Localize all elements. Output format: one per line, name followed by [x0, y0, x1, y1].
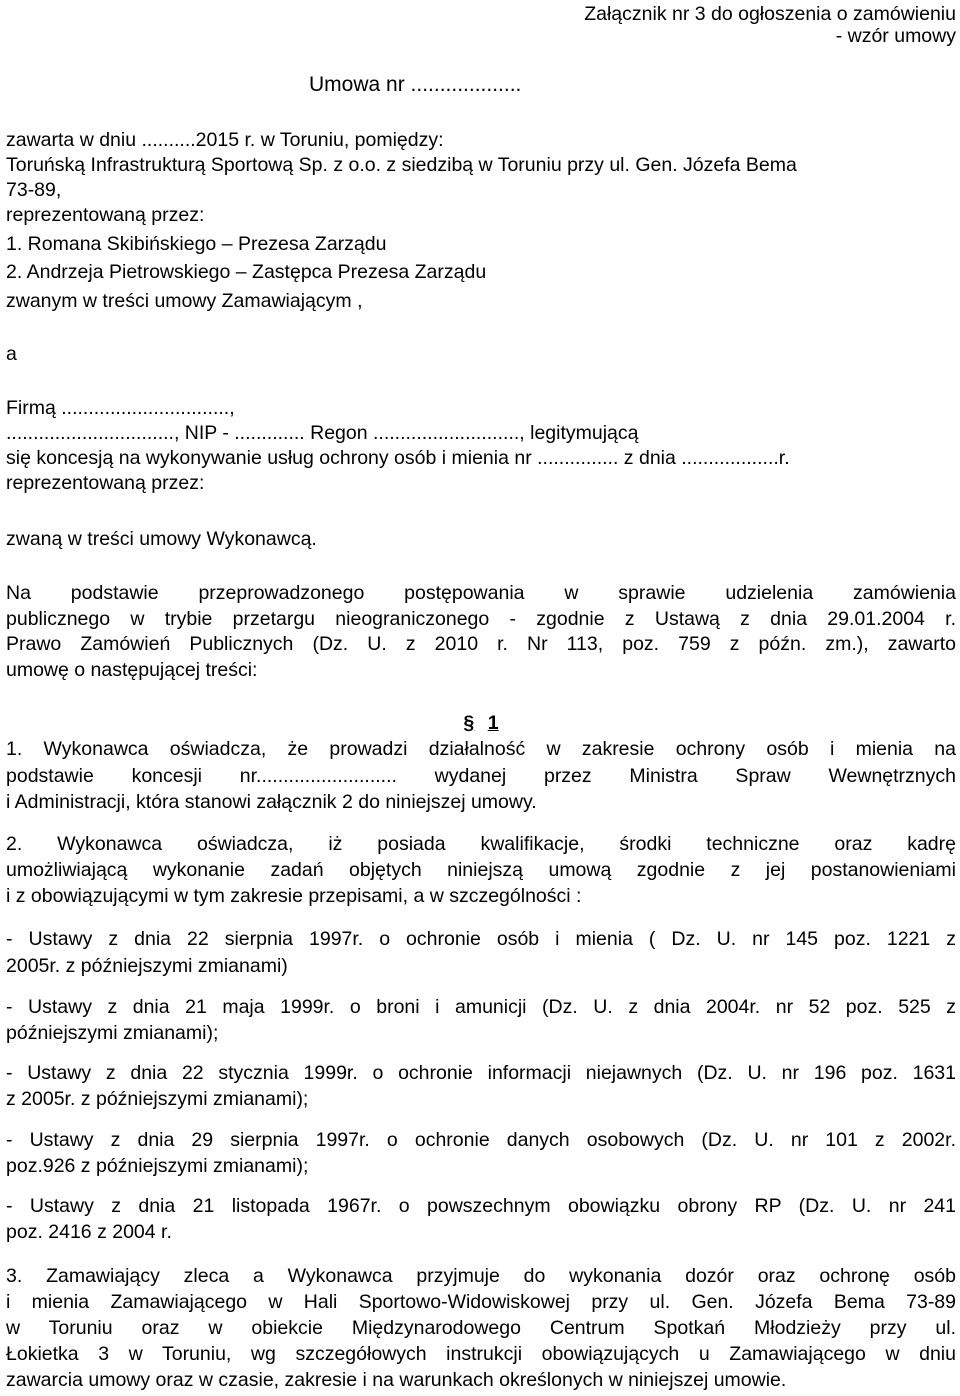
conjunction-a: a [6, 343, 17, 365]
law-item-3-line-2: z 2005r. z późniejszymi zmianami); [6, 1088, 309, 1110]
employer-name-line: Toruńską Infrastrukturą Sportową Sp. z o.o. z siedzibą w Toruniu przy ul. Gen. Józefa Bema [6, 154, 797, 176]
employer-rep-2: 2. Andrzeja Pietrowskiego – Zastępca Prezesa Zarządu [6, 261, 487, 283]
para3-line-5: zawarcia umowy oraz w czasie, zakresie i na warunkach określonych w niniejszej umowie. [6, 1369, 787, 1391]
intro-line-3: Prawo Zamówień Publicznych (Dz. U. z 2010 r. Nr 113, poz. 759 z późn. zm.), zawarto [6, 633, 956, 655]
para3-line-1: 3. Zamawiający zleca a Wykonawca przyjmuje do wykonania dozór oraz ochronę osób [6, 1265, 956, 1287]
employer-rep-1: 1. Romana Skibińskiego – Prezesa Zarządu [6, 233, 387, 255]
law-item-2-line-1: - Ustawy z dnia 21 maja 1999r. o broni i amunicji (Dz. U. z dnia 2004r. nr 52 poz. 525 z [6, 996, 956, 1018]
section-symbol: § [463, 712, 475, 734]
intro-line-1: Na podstawie przeprowadzonego postępowania w sprawie udzielenia zamówienia [6, 582, 956, 604]
contractor-designation: zwaną w treści umowy Wykonawcą. [6, 528, 317, 550]
intro-line-4: umowę o następującej treści: [6, 659, 258, 681]
para2-line-2: umożliwiającą wykonanie zadań objętych niniejszą umową zgodnie z jej postanowieniami [6, 859, 956, 881]
contractor-nip-regon-line: ..............................., NIP - ............. Regon ..........................., legitymującą [6, 422, 639, 444]
annex-note-line2: - wzór umowy [835, 25, 956, 47]
para1-line-1: 1. Wykonawca oświadcza, że prowadzi działalność w zakresie ochrony osób i mienia na [6, 738, 956, 760]
law-item-4-line-2: poz.926 z późniejszymi zmianami); [6, 1155, 309, 1177]
para1-line-2: podstawie koncesji nr.......................... wydanej przez Ministra Spraw Wewnętrznych [6, 765, 956, 787]
law-item-2-line-2: późniejszymi zmianami); [6, 1022, 219, 1044]
para3-line-2: i mienia Zamawiającego w Hali Sportowo-Widowiskowej przy ul. Gen. Józefa Bema 73-89 [6, 1291, 956, 1313]
intro-line-2: publicznego w trybie przetargu nieograniczonego - zgodnie z Ustawą z dnia 29.01.2004 r. [6, 608, 956, 630]
para2-line-1: 2. Wykonawca oświadcza, iż posiada kwalifikacje, środki techniczne oraz kadrę [6, 833, 956, 855]
section-1-heading [6, 711, 956, 735]
para3-line-3: w Toruniu oraz w obiekcie Międzynarodowego Centrum Spotkań Młodzieży przy ul. [6, 1317, 956, 1339]
law-item-4-line-1: - Ustawy z dnia 29 sierpnia 1997r. o ochronie danych osobowych (Dz. U. nr 101 z 2002r. [6, 1129, 956, 1151]
contract-title: Umowa nr ................... [309, 73, 522, 96]
contractor-firm-line: Firmą ..............................., [6, 397, 235, 419]
contractor-license-line: się koncesją na wykonywanie usług ochrony osób i mienia nr ............... z dnia ..................r. [6, 447, 790, 469]
contract-date-line: zawarta w dniu ..........2015 r. w Toruniu, pomiędzy: [6, 129, 444, 151]
employer-address-line: 73-89, [6, 179, 62, 201]
section-number: 1 [487, 712, 499, 734]
para3-line-4: Łokietka 3 w Toruniu, wg szczegółowych instrukcji obowiązujących u Zamawiającego w dniu [6, 1343, 956, 1365]
law-item-5-line-2: poz. 2416 z 2004 r. [6, 1221, 172, 1243]
para2-line-3: i z obowiązującymi w tym zakresie przepisami, a w szczególności : [6, 885, 582, 907]
employer-represented-by: reprezentowaną przez: [6, 204, 205, 226]
law-item-1-line-2: 2005r. z późniejszymi zmianami) [6, 955, 288, 977]
employer-designation: zwanym w treści umowy Zamawiającym , [6, 290, 363, 312]
annex-note-line1: Załącznik nr 3 do ogłoszenia o zamówieniu [584, 3, 956, 25]
law-item-1-line-1: - Ustawy z dnia 22 sierpnia 1997r. o ochronie osób i mienia ( Dz. U. nr 145 poz. 1221 z [6, 928, 956, 950]
law-item-3-line-1: - Ustawy z dnia 22 stycznia 1999r. o ochronie informacji niejawnych (Dz. U. nr 196 poz. 1631 [6, 1062, 956, 1084]
contractor-represented-by: reprezentowaną przez: [6, 472, 205, 494]
law-item-5-line-1: - Ustawy z dnia 21 listopada 1967r. o powszechnym obowiązku obrony RP (Dz. U. nr 241 [6, 1195, 956, 1217]
para1-line-3: i Administracji, która stanowi załącznik 2 do niniejszej umowy. [6, 791, 537, 813]
